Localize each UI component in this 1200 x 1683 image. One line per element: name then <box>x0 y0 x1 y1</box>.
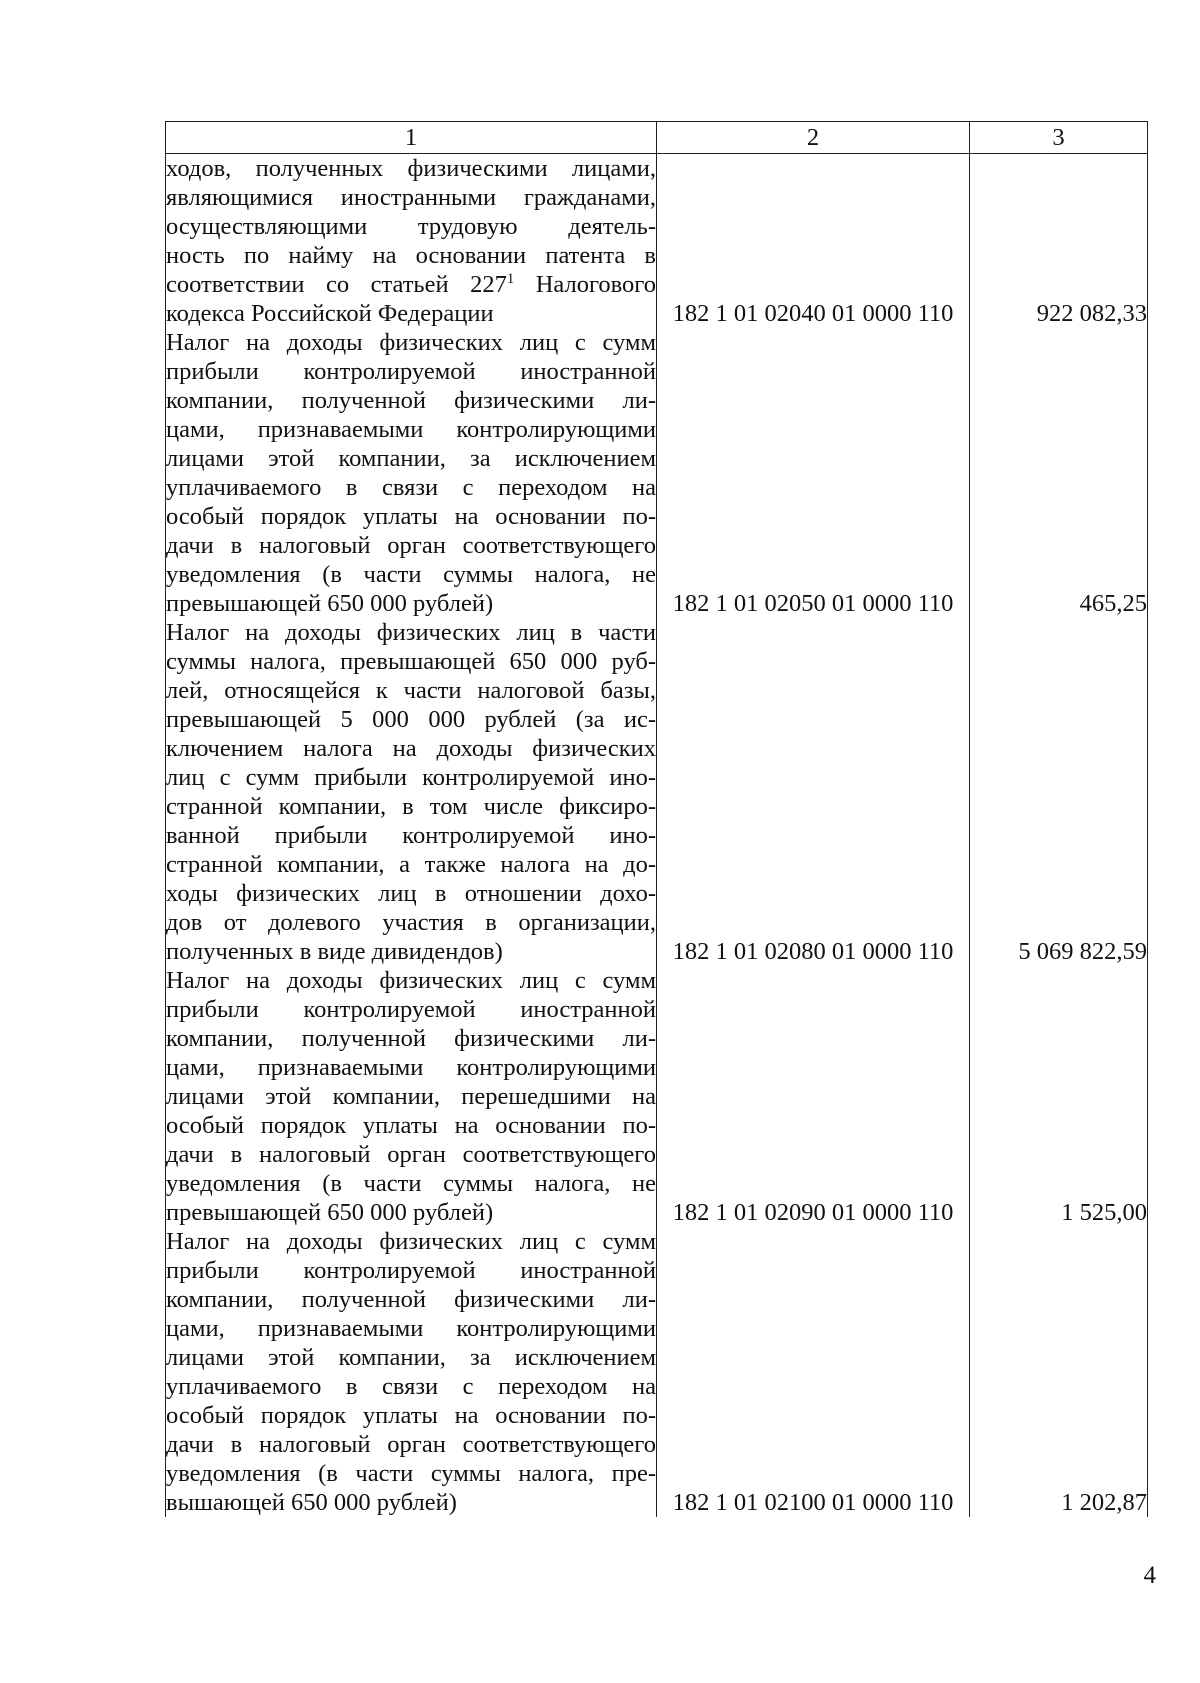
budget-table-container <box>165 121 1147 1517</box>
description-line: дов от долевого участия в организации, <box>166 909 656 936</box>
table-row <box>166 1227 1148 1517</box>
description-line: особый порядок уплаты на основании по- <box>166 1402 656 1429</box>
description-line: дачи в налоговый орган соответствующего <box>166 1431 656 1458</box>
column-header-2: 2 <box>657 122 970 154</box>
description-line: прибыли контролируемой иностранной <box>166 996 656 1023</box>
description-line: странной компании, в том числе фиксиро- <box>166 793 656 820</box>
description-line: ходов, полученных физическими лицами, <box>166 155 656 182</box>
description-line: цами, признаваемыми контролирующими <box>166 1315 656 1342</box>
income-description <box>166 154 657 329</box>
description-line: вышающей 650 000 рублей) <box>166 1489 457 1516</box>
description-line: полученных в виде дивидендов) <box>166 938 503 965</box>
amount-value: 1 202,87 <box>970 1227 1148 1517</box>
description-line: уплачиваемого в связи с переходом на <box>166 474 656 501</box>
budget-classification-code: 182 1 01 02090 01 0000 110 <box>657 966 970 1227</box>
description-line-with-superscript <box>166 270 656 299</box>
description-line: Налог на доходы физических лиц с сумм <box>166 967 656 994</box>
description-line: превышающей 650 000 рублей) <box>166 590 494 617</box>
description-line: уведомления (в части суммы налога, пре- <box>166 1460 656 1487</box>
budget-income-table <box>165 121 1148 1517</box>
description-line: превышающей 650 000 рублей) <box>166 1199 494 1226</box>
table-row <box>166 966 1148 1227</box>
description-line: уплачиваемого в связи с переходом на <box>166 1373 656 1400</box>
budget-classification-code: 182 1 01 02040 01 0000 110 <box>657 154 970 329</box>
description-line: суммы налога, превышающей 650 000 руб- <box>166 648 656 675</box>
description-line: цами, признаваемыми контролирующими <box>166 416 656 443</box>
description-line: уведомления (в части суммы налога, не <box>166 1170 656 1197</box>
description-line: цами, признаваемыми контролирующими <box>166 1054 656 1081</box>
description-line: ность по найму на основании патента в <box>166 242 656 269</box>
description-line: лицами этой компании, перешедшими на <box>166 1083 656 1110</box>
table-row <box>166 328 1148 618</box>
description-line: компании, полученной физическими ли- <box>166 1286 656 1313</box>
budget-classification-code: 182 1 01 02050 01 0000 110 <box>657 328 970 618</box>
amount-value: 1 525,00 <box>970 966 1148 1227</box>
description-line: компании, полученной физическими ли- <box>166 387 656 414</box>
description-line: странной компании, а также налога на до- <box>166 851 656 878</box>
column-header-3: 3 <box>970 122 1148 154</box>
page-number: 4 <box>1143 1562 1156 1589</box>
description-line: являющимися иностранными гражданами, <box>166 184 656 211</box>
description-line: лей, относящейся к части налоговой базы, <box>166 677 656 704</box>
description-line: Налог на доходы физических лиц в части <box>166 619 656 646</box>
table-header-row <box>166 122 1148 154</box>
income-description <box>166 966 657 1227</box>
description-line: кодекса Российской Федерации <box>166 300 494 327</box>
description-line: осуществляющими трудовую деятель- <box>166 213 656 240</box>
description-line: прибыли контролируемой иностранной <box>166 358 656 385</box>
description-line: превышающей 5 000 000 рублей (за ис- <box>166 706 656 733</box>
description-text: соответствии со статьей 227 <box>166 271 507 298</box>
description-line: лицами этой компании, за исключением <box>166 1344 656 1371</box>
description-line: лиц с сумм прибыли контролируемой ино- <box>166 764 656 791</box>
description-line: лицами этой компании, за исключением <box>166 445 656 472</box>
income-description <box>166 618 657 966</box>
column-header-1: 1 <box>166 122 657 154</box>
description-line: особый порядок уплаты на основании по- <box>166 503 656 530</box>
table-row <box>166 154 1148 329</box>
income-description <box>166 1227 657 1517</box>
description-line: уведомления (в части суммы налога, не <box>166 561 656 588</box>
description-line: компании, полученной физическими ли- <box>166 1025 656 1052</box>
description-line: дачи в налоговый орган соответствующего <box>166 1141 656 1168</box>
description-line: особый порядок уплаты на основании по- <box>166 1112 656 1139</box>
budget-classification-code: 182 1 01 02080 01 0000 110 <box>657 618 970 966</box>
description-line: Налог на доходы физических лиц с сумм <box>166 329 656 356</box>
amount-value: 922 082,33 <box>970 154 1148 329</box>
description-text: Налогового <box>514 271 656 298</box>
description-line: ходы физических лиц в отношении дохо- <box>166 880 656 907</box>
description-line: Налог на доходы физических лиц с сумм <box>166 1228 656 1255</box>
description-line: ключением налога на доходы физических <box>166 735 656 762</box>
amount-value: 465,25 <box>970 328 1148 618</box>
income-description <box>166 328 657 618</box>
article-superscript: 1 <box>506 270 515 287</box>
budget-classification-code: 182 1 01 02100 01 0000 110 <box>657 1227 970 1517</box>
description-line: дачи в налоговый орган соответствующего <box>166 532 656 559</box>
description-line: ванной прибыли контролируемой ино- <box>166 822 656 849</box>
table-row <box>166 618 1148 966</box>
description-line: прибыли контролируемой иностранной <box>166 1257 656 1284</box>
amount-value: 5 069 822,59 <box>970 618 1148 966</box>
